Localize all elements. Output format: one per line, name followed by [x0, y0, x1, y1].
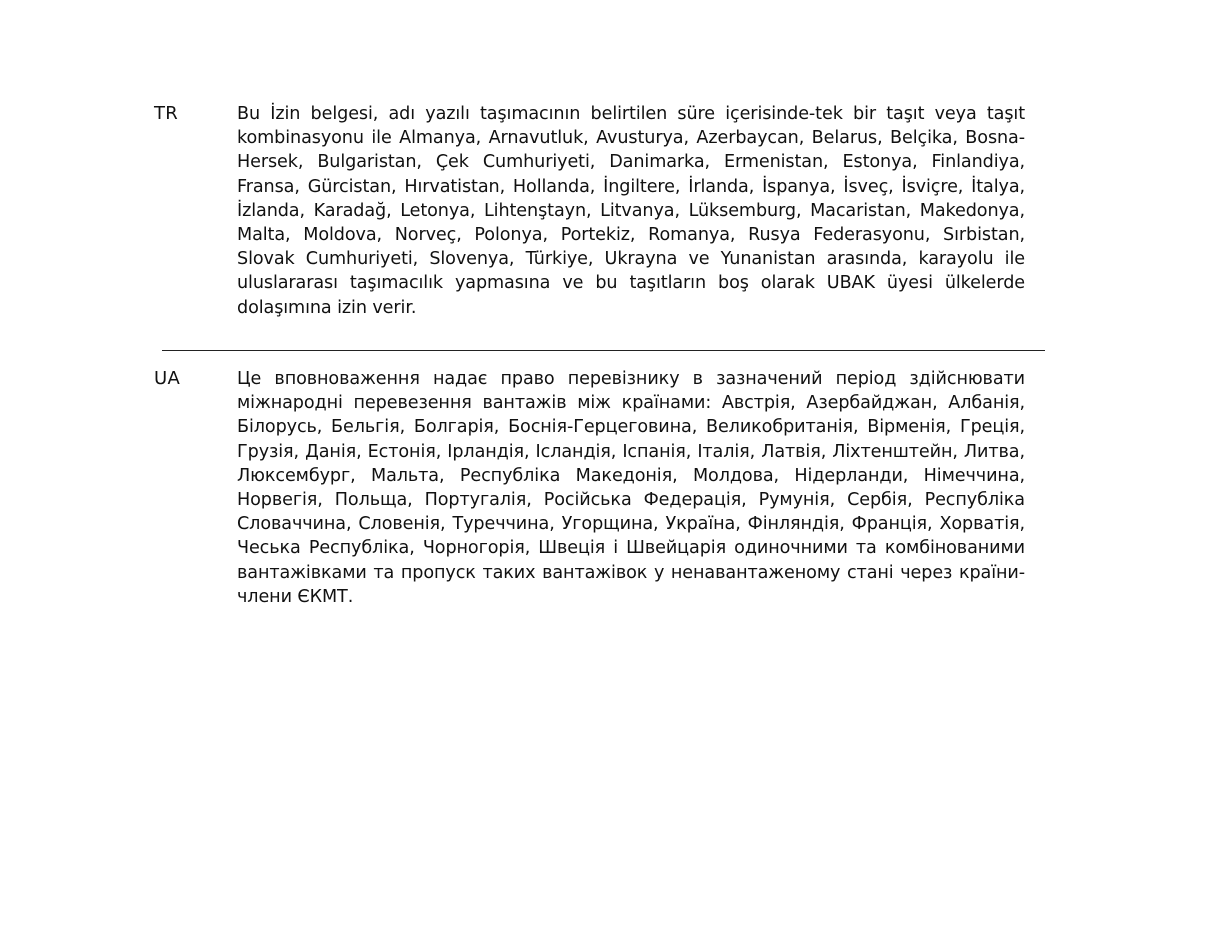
permit-text-tr: Bu İzin belgesi, adı yazılı taşımacının belirtilen süre içerisinde-tek bir taşıt veya taşıt kombinasyonu ile Almanya, Arnavutluk, Avusturya, Azerbaycan, Belarus, Belçika, Bosna-Hersek, Bulgaristan, Çek Cumhuriyeti, Danimarka, Ermenistan, Estonya, Finlandiya, Fransa, Gürcistan, Hırvatistan, Hollanda, İngiltere, İrlanda, İspanya, İsveç, İsviçre, İtalya, İzlanda, Karadağ, Letonya, Lihtenştayn, Litvanya, Lüksemburg, Macaristan, Makedonya, Malta, Moldova, Norveç, Polonya, Portekiz, Romanya, Rusya Federasyonu, Sırbistan, Slovak Cumhuriyeti, Slovenya, Türkiye, Ukrayna ve Yunanistan arasında, karayolu ile uluslararası taşımacılık yapmasına ve bu taşıtların boş olarak UBAK üyesi ülkelerde dolaşımına izin verir. — [237, 104, 1025, 318]
section-divider — [162, 350, 1045, 351]
permit-text-ua: Це вповноваження надає право перевізнику в зазначений період здійснювати міжнародні перевезення вантажів між країнами: Австрія, Азербайджан, Албанія, Білорусь, Бельгія, Болгарія, Боснія-Герцеговина, Великобританія, Вірменія, Греція, Грузія, Данія, Естонія, Ірландія, Ісландія, Іспанія, Італія, Латвія, Ліхтенштейн, Литва, Люксембург, Мальта, Республіка Македонія, Молдова, Нідерланди, Німеччина, Норвегія, Польща, Португалія, Російська Федерація, Румунія, Сербія, Республіка Словаччина, Словенія, Туреччина, Угорщина, Україна, Фінляндія, Франція, Хорватія, Чеська Республіка, Чорногорія, Швеція і Швейцарія одиночними та комбінованими вантажівками та пропуск таких вантажівок у ненавантаженому стані через країни-члени ЄКМТ. — [237, 369, 1025, 607]
language-code-ua: UA — [154, 368, 181, 389]
language-code-tr: TR — [154, 103, 179, 124]
